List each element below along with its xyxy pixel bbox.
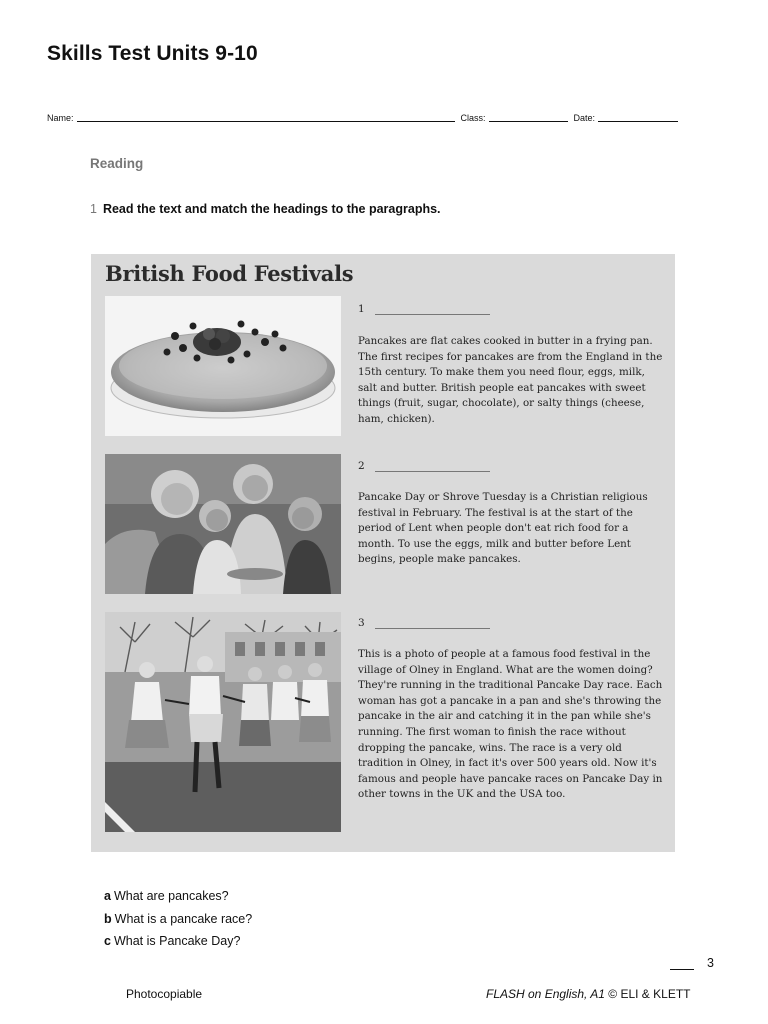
paragraph-number: 2: [358, 460, 365, 472]
paragraph-text: This is a photo of people at a famous food festival in the village of Olney in England. What are the women doing? They're running in the traditional Pancake Day race. Each woman has got a pancake in a pan and she's throwing the pancake in the air and catching it in the pan while she's running. The first woman to finish the race without dropping the pancake, wins. The race is a very old tradition in Olney, in fact it's over 500 years old. Now it's famous and people have pancake races on Pancake Day in other towns in the UK and the USA too.: [358, 648, 663, 801]
article-title: British Food Festivals: [105, 261, 354, 286]
pancake-photo: [105, 296, 341, 436]
page-title: Skills Test Units 9-10: [47, 42, 258, 65]
heading-options: [104, 885, 252, 953]
answer-line[interactable]: [375, 306, 490, 315]
footer-copyright: [486, 987, 691, 1001]
paragraph-1: [358, 334, 663, 428]
footer-photocopiable: Photocopiable: [126, 987, 203, 1001]
student-info-row: [47, 112, 684, 123]
date-label: Date:: [573, 113, 596, 123]
option-b: b What is a pancake race?: [104, 911, 253, 926]
footer-rest: © ELI & KLETT: [604, 987, 691, 1001]
score-box: [670, 956, 714, 970]
heading-blank-1[interactable]: [358, 303, 490, 315]
paragraph-2: [358, 490, 663, 568]
instruction-text: Read the text and match the headings to the paragraphs.: [102, 202, 441, 216]
heading-blank-3[interactable]: [358, 617, 490, 629]
paragraph-number: 3: [358, 617, 365, 629]
exercise-number: 1: [90, 202, 97, 216]
pancake-race-photo: [105, 612, 341, 832]
score-max: 3: [707, 956, 714, 970]
score-field[interactable]: [670, 959, 694, 970]
paragraph-3: [358, 647, 663, 803]
option-a: a What are pancakes?: [104, 889, 229, 903]
paragraph-text: Pancakes are flat cakes cooked in butter in a frying pan. The first recipes for pancakes are from the England in the 15th century. To make them you need flour, eggs, milk, salt and butter. British people eat pancakes with sweet things (fruit, sugar, chocolate), or salty things (cheese, ham, chicken).: [358, 335, 663, 425]
heading-blank-2[interactable]: [358, 460, 490, 472]
name-field[interactable]: [77, 112, 455, 122]
option-c: c What is Pancake Day?: [104, 934, 241, 948]
class-field[interactable]: [489, 112, 568, 122]
paragraph-text: Pancake Day or Shrove Tuesday is a Christian religious festival in February. The festival is at the start of the period of Lent when people don't eat rich food for a month. To use the eggs, milk and butter before Lent begins, people make pancakes.: [358, 491, 648, 566]
answer-line[interactable]: [375, 463, 490, 472]
class-label: Class:: [460, 113, 486, 123]
name-label: Name:: [47, 113, 74, 123]
answer-line[interactable]: [375, 620, 490, 629]
paragraph-number: 1: [358, 303, 365, 315]
family-photo: [105, 454, 341, 594]
footer-brand: FLASH on English, A1: [486, 987, 605, 1001]
section-heading: Reading: [90, 156, 144, 171]
date-field[interactable]: [598, 112, 678, 122]
exercise-instruction: [90, 202, 441, 216]
